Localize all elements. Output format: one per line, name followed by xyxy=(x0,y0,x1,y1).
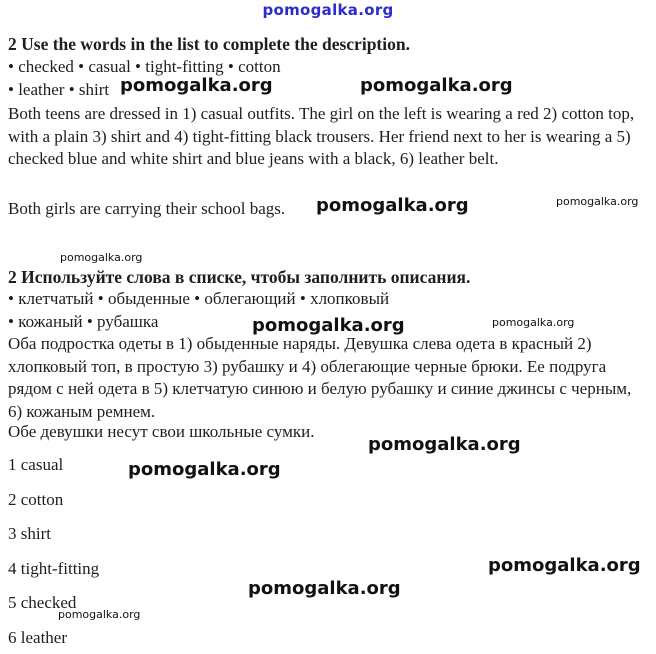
watermark: pomogalka.org xyxy=(368,434,521,455)
watermark: pomogalka.org xyxy=(316,195,469,216)
answer-item: 4 tight-fitting xyxy=(8,559,100,578)
english-heading: 2 Use the words in the list to complete the description. xyxy=(8,34,410,54)
russian-word-list-1: • клетчатый • обыденные • облегающий • хлопковый xyxy=(8,289,390,308)
watermark: pomogalka.org xyxy=(248,578,401,599)
english-last-line: Both girls are carrying their school bags. xyxy=(8,199,286,218)
russian-word-list-2: • кожаный • рубашка xyxy=(8,312,159,331)
header-watermark: pomogalka.org xyxy=(262,1,394,19)
watermark: pomogalka.org xyxy=(252,315,405,336)
answer-item: 3 shirt xyxy=(8,524,51,543)
watermark: pomogalka.org xyxy=(556,195,639,208)
watermark: pomogalka.org xyxy=(360,75,513,96)
watermark: pomogalka.org xyxy=(120,75,273,96)
answer-item: 5 checked xyxy=(8,593,77,612)
russian-last-line: Обе девушки несут свои школьные сумки. xyxy=(8,422,315,441)
russian-heading: 2 Используйте слова в списке, чтобы заполнить описания. xyxy=(8,267,471,287)
watermark: pomogalka.org xyxy=(128,459,281,480)
watermark: pomogalka.org xyxy=(58,608,141,621)
english-paragraph: Both teens are dressed in 1) casual outfits. The girl on the left is wearing a red 2) cotton top, with a plain 3) shirt and 4) tight-fitting black trousers. Her friend next to her is wearing a 5) checked blue and white shirt and blue jeans with a black, 6) leather belt. xyxy=(8,104,635,168)
english-word-list-1: • checked • casual • tight-fitting • cotton xyxy=(8,57,281,76)
russian-paragraph: Оба подростка одеты в 1) обыденные наряды. Девушка слева одета в красный 2) хлопковый топ, в простую 3) рубашку и 4) облегающие черные брюки. Ее подруга рядом с ней одета в 5) клетчатую синюю и белую рубашку и синие джинсы с черным, 6) кожаным ремнем. xyxy=(8,334,632,421)
english-word-list-2: • leather • shirt xyxy=(8,80,110,99)
watermark: pomogalka.org xyxy=(488,555,641,576)
answer-item: 1 casual xyxy=(8,455,64,474)
watermark: pomogalka.org xyxy=(492,316,575,329)
answer-item: 6 leather xyxy=(8,628,67,647)
answer-item: 2 cotton xyxy=(8,490,64,509)
watermark: pomogalka.org xyxy=(60,251,143,264)
